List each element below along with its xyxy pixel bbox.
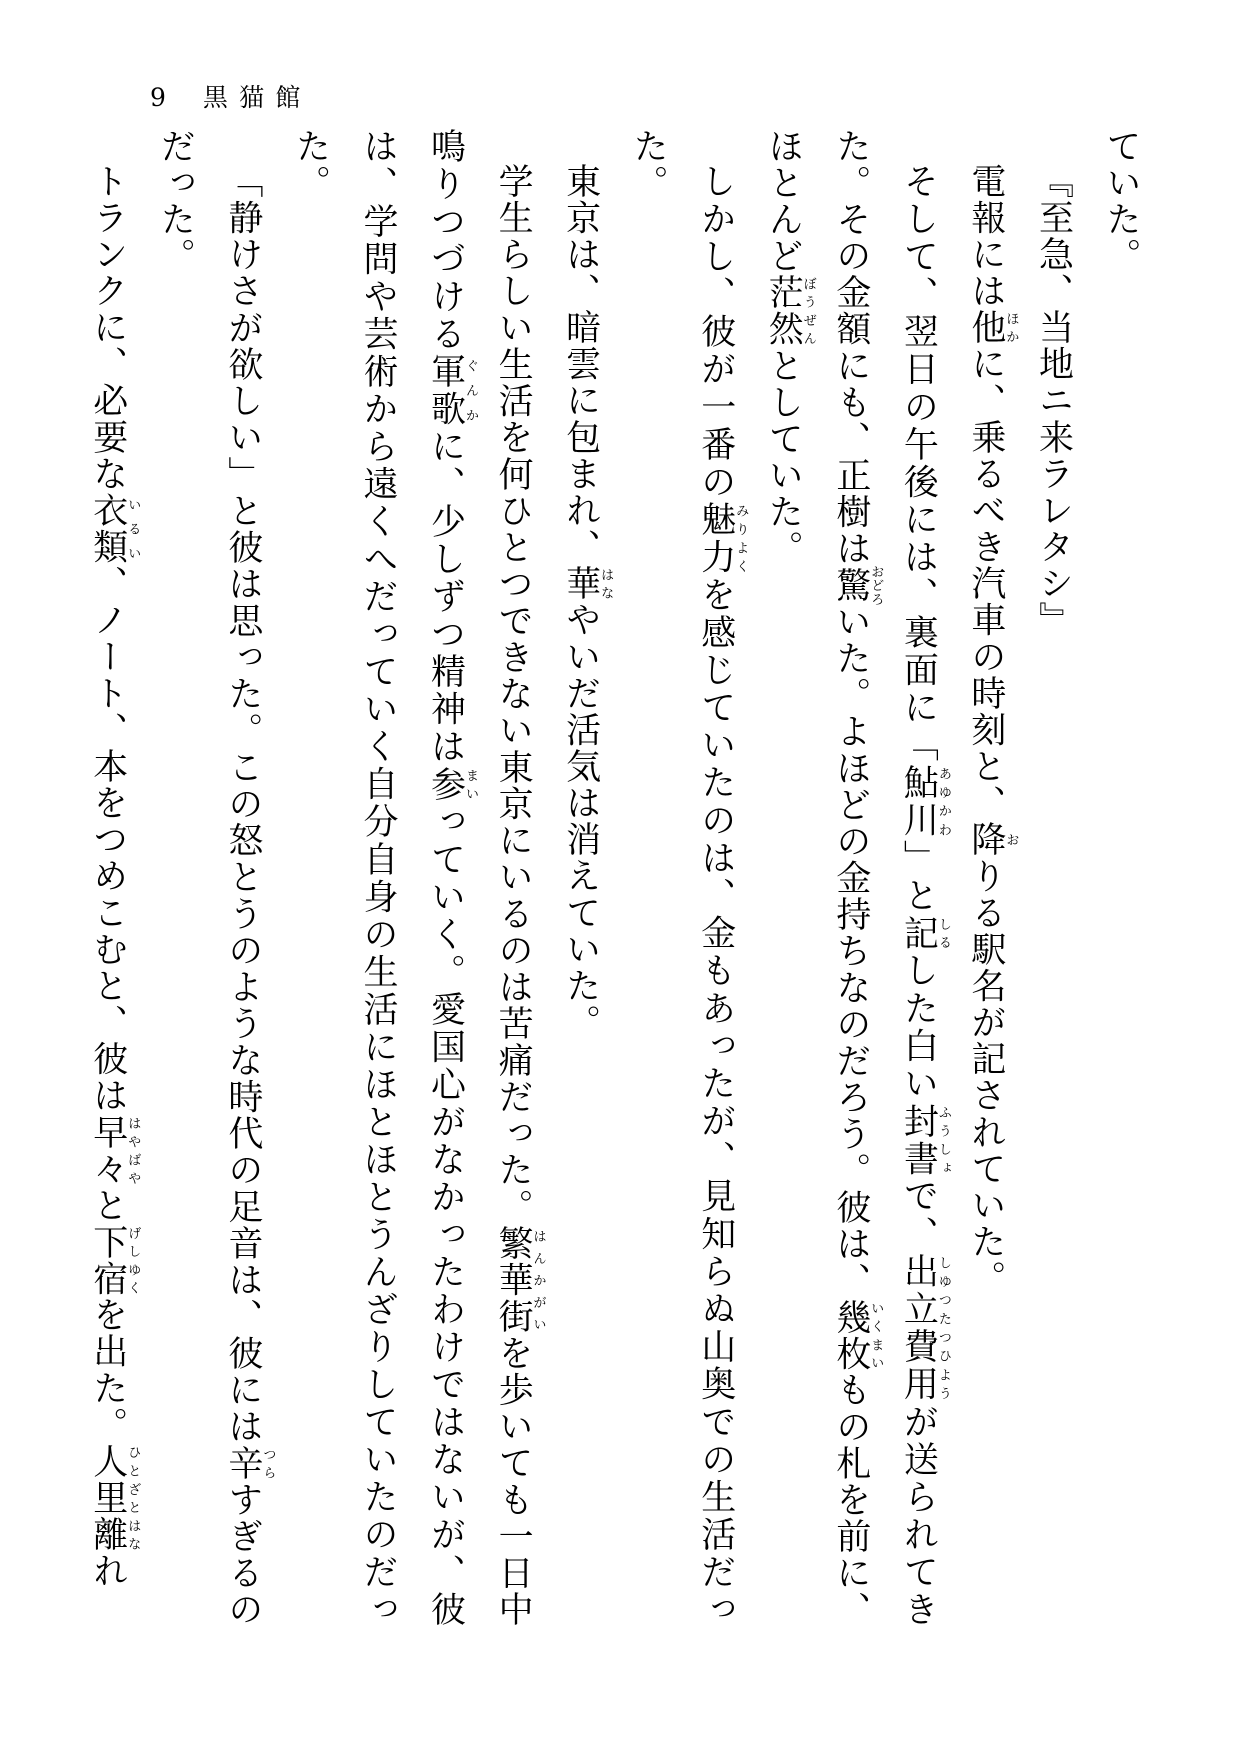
page-header — [150, 78, 312, 114]
ruby-o: 降お — [965, 821, 1019, 858]
ruby-bouzen: 茫然ぼうぜん — [763, 274, 816, 348]
paragraph-1: ていた。 — [1101, 128, 1141, 275]
paragraph-5: しかし、彼が一番の魅力みりよくを感じていたのは、金もあったが、見知らぬ山奥での生活だった。 — [628, 128, 749, 1628]
page-number: 9 — [150, 83, 169, 112]
vertical-text-body — [87, 128, 1154, 1629]
paragraph-9: トランクに、必要な衣類いるい、ノート、本をつめこむと、彼は早々はやばやと下宿げしゆくを出た。人里離ひとざとはなれ — [87, 163, 141, 1590]
paragraph-6: 東京は、暗雲に包まれ、華はなやいだ活気は消えていた。 — [560, 163, 614, 1041]
ruby-hoka: 他ほか — [965, 309, 1019, 346]
ruby-geshiyuku: 下宿げしゆく — [87, 1223, 141, 1297]
paragraph-8: 「静けさが欲しい」と彼は思った。この怒とうのような時代の足音は、彼には辛つらすぎるのだった。 — [155, 128, 276, 1628]
ruby-hankagai: 繁華街はんかがい — [493, 1225, 546, 1336]
ruby-hana: 華はな — [560, 565, 614, 602]
paragraph-3: 電報には他ほかに、乗るべき汽車の時刻と、降おりる駅名が記されていた。 — [965, 163, 1019, 1297]
ruby-ikumai: 幾枚いくまい — [830, 1298, 884, 1372]
paragraph-4: そして、翌日の午後には、裏面に「鮎川あゆかわ」と記しるした白い封書ふうしょで、出立費用しゆつたつひようが送られてきた。その金額にも、正樹は驚おどろいた。よほどの金持ちなのだろう。彼は、幾枚いくまいもの札を前に、ほとんど茫然ぼうぜんとしていた。 — [763, 128, 951, 1629]
ruby-mai: 参まい — [425, 765, 479, 804]
ruby-hitozatohana: 人里離ひとざとはな — [87, 1443, 141, 1553]
ruby-fuusho: 封書ふうしょ — [898, 1102, 951, 1178]
ruby-hayabaya: 早々はやばや — [87, 1113, 141, 1188]
ruby-gunka: 軍歌ぐんか — [425, 353, 479, 429]
running-title: 黒猫館 — [202, 83, 312, 112]
ruby-miryoku: 魅力みりよく — [695, 501, 749, 577]
ruby-shuttatsuhiyou: 出立費用しゆつたつひよう — [898, 1253, 951, 1404]
ruby-odoro: 驚おどろ — [830, 564, 884, 606]
paragraph-2-telegram: 『至急、当地ニ来ラレタシ』 — [1033, 163, 1074, 639]
ruby-ayukawa: 鮎川あゆかわ — [898, 764, 951, 840]
ruby-shiru: 記しる — [898, 914, 951, 953]
ruby-irui: 衣類いるい — [87, 492, 141, 566]
ruby-tsura: 辛つら — [222, 1444, 276, 1482]
paragraph-7: 学生らしい生活を何ひとつできない東京にいるのは苦痛だった。繁華街はんかがいを歩いても一日中鳴りつづける軍歌ぐんかに、少しずつ精神は参まいっていく。愛国心がなかったわけではないが、彼は、学問や芸術から遠くへだっていく自分自身の生活にほとほとうんざりしていたのだった。 — [290, 128, 546, 1628]
